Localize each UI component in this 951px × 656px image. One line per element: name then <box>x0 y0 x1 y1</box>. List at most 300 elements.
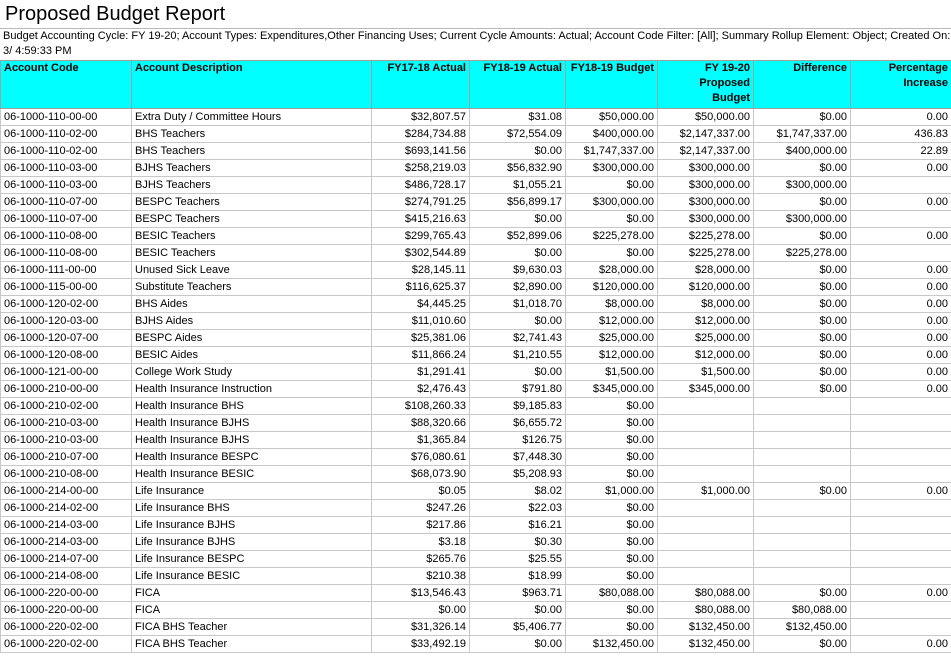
table-row[interactable] <box>1 109 951 126</box>
cell-fy18-19-actual: $9,630.03 <box>470 262 566 279</box>
cell-fy18-19-actual: $0.00 <box>470 245 566 262</box>
cell-fy19-20-proposed-budget: $132,450.00 <box>658 636 754 653</box>
cell-percentage-increase <box>851 398 951 415</box>
cell-account-code: 06-1000-210-03-00 <box>1 432 132 449</box>
cell-account-code: 06-1000-120-02-00 <box>1 296 132 313</box>
cell-fy18-19-budget: $0.00 <box>566 619 658 636</box>
cell-fy18-19-actual: $1,018.70 <box>470 296 566 313</box>
cell-fy17-18-actual: $28,145.11 <box>372 262 470 279</box>
cell-difference: $400,000.00 <box>754 143 851 160</box>
cell-account-description: BJHS Teachers <box>132 160 372 177</box>
table-row[interactable] <box>1 160 951 177</box>
table-row[interactable] <box>1 126 951 143</box>
cell-difference <box>754 534 851 551</box>
cell-account-code: 06-1000-110-08-00 <box>1 228 132 245</box>
cell-fy18-19-actual: $0.00 <box>470 636 566 653</box>
cell-account-code: 06-1000-111-00-00 <box>1 262 132 279</box>
cell-fy17-18-actual: $0.05 <box>372 483 470 500</box>
cell-fy19-20-proposed-budget <box>658 449 754 466</box>
cell-percentage-increase <box>851 177 951 194</box>
table-row[interactable] <box>1 279 951 296</box>
cell-fy18-19-actual: $22.03 <box>470 500 566 517</box>
cell-fy18-19-actual: $0.00 <box>470 143 566 160</box>
cell-account-description: Substitute Teachers <box>132 279 372 296</box>
cell-account-description: Extra Duty / Committee Hours <box>132 109 372 126</box>
cell-account-description: Health Insurance BESIC <box>132 466 372 483</box>
cell-fy18-19-actual: $2,741.43 <box>470 330 566 347</box>
cell-difference: $0.00 <box>754 109 851 126</box>
cell-fy17-18-actual: $210.38 <box>372 568 470 585</box>
cell-account-description: Life Insurance BESPC <box>132 551 372 568</box>
cell-fy19-20-proposed-budget: $300,000.00 <box>658 194 754 211</box>
table-row[interactable] <box>1 534 951 551</box>
cell-fy17-18-actual: $1,291.41 <box>372 364 470 381</box>
cell-fy19-20-proposed-budget: $12,000.00 <box>658 347 754 364</box>
cell-fy18-19-budget: $0.00 <box>566 466 658 483</box>
table-row[interactable] <box>1 449 951 466</box>
cell-fy17-18-actual: $13,546.43 <box>372 585 470 602</box>
cell-fy17-18-actual: $3.18 <box>372 534 470 551</box>
cell-fy18-19-actual: $0.00 <box>470 364 566 381</box>
cell-fy18-19-actual: $6,655.72 <box>470 415 566 432</box>
cell-fy17-18-actual: $486,728.17 <box>372 177 470 194</box>
table-row[interactable] <box>1 194 951 211</box>
cell-fy17-18-actual: $32,807.57 <box>372 109 470 126</box>
table-row[interactable] <box>1 296 951 313</box>
cell-account-description: BJHS Aides <box>132 313 372 330</box>
table-row[interactable] <box>1 313 951 330</box>
table-row[interactable] <box>1 177 951 194</box>
cell-fy17-18-actual: $4,445.25 <box>372 296 470 313</box>
cell-fy19-20-proposed-budget: $132,450.00 <box>658 619 754 636</box>
cell-account-description: BESPC Teachers <box>132 194 372 211</box>
cell-fy19-20-proposed-budget: $80,088.00 <box>658 602 754 619</box>
cell-account-code: 06-1000-214-08-00 <box>1 568 132 585</box>
table-row[interactable] <box>1 466 951 483</box>
cell-account-code: 06-1000-220-00-00 <box>1 602 132 619</box>
table-row[interactable] <box>1 143 951 160</box>
cell-percentage-increase <box>851 245 951 262</box>
table-row[interactable] <box>1 262 951 279</box>
cell-fy18-19-actual: $963.71 <box>470 585 566 602</box>
cell-fy17-18-actual: $0.00 <box>372 602 470 619</box>
cell-account-code: 06-1000-214-02-00 <box>1 500 132 517</box>
cell-percentage-increase <box>851 449 951 466</box>
cell-account-description: BHS Aides <box>132 296 372 313</box>
cell-account-description: Life Insurance <box>132 483 372 500</box>
cell-difference <box>754 466 851 483</box>
cell-fy18-19-budget: $0.00 <box>566 432 658 449</box>
report-parameters: Budget Accounting Cycle: FY 19-20; Account Types: Expenditures,Other Financing Uses; Current Cycle Amounts: Actual; Account Code Filter: [All]; Summary Rollup Element: Object; Created On: 3/ 4:59:33 PM <box>0 28 951 60</box>
cell-fy19-20-proposed-budget <box>658 398 754 415</box>
cell-fy18-19-budget: $28,000.00 <box>566 262 658 279</box>
cell-fy19-20-proposed-budget: $300,000.00 <box>658 211 754 228</box>
table-row[interactable] <box>1 602 951 619</box>
cell-fy18-19-actual: $56,899.17 <box>470 194 566 211</box>
cell-fy18-19-budget: $0.00 <box>566 177 658 194</box>
cell-fy18-19-actual: $126.75 <box>470 432 566 449</box>
cell-account-description: Life Insurance BHS <box>132 500 372 517</box>
cell-difference: $300,000.00 <box>754 177 851 194</box>
cell-account-description: Life Insurance BJHS <box>132 534 372 551</box>
cell-fy19-20-proposed-budget: $50,000.00 <box>658 109 754 126</box>
cell-account-description: FICA <box>132 585 372 602</box>
cell-fy18-19-actual: $5,208.93 <box>470 466 566 483</box>
cell-account-code: 06-1000-214-03-00 <box>1 517 132 534</box>
cell-difference: $0.00 <box>754 364 851 381</box>
cell-fy18-19-actual: $0.00 <box>470 602 566 619</box>
cell-difference: $0.00 <box>754 585 851 602</box>
cell-fy17-18-actual: $247.26 <box>372 500 470 517</box>
table-row[interactable] <box>1 500 951 517</box>
cell-fy19-20-proposed-budget: $25,000.00 <box>658 330 754 347</box>
cell-account-description: BESPC Teachers <box>132 211 372 228</box>
cell-fy18-19-actual: $0.00 <box>470 211 566 228</box>
cell-fy19-20-proposed-budget <box>658 500 754 517</box>
table-row[interactable] <box>1 211 951 228</box>
cell-account-code: 06-1000-210-03-00 <box>1 415 132 432</box>
table-row[interactable] <box>1 347 951 364</box>
header-row <box>1 61 951 109</box>
cell-account-code: 06-1000-110-00-00 <box>1 109 132 126</box>
cell-fy17-18-actual: $116,625.37 <box>372 279 470 296</box>
cell-account-description: Health Insurance Instruction <box>132 381 372 398</box>
report-title: Proposed Budget Report <box>5 3 226 25</box>
cell-fy18-19-actual: $5,406.77 <box>470 619 566 636</box>
cell-account-description: Unused Sick Leave <box>132 262 372 279</box>
cell-fy18-19-budget: $0.00 <box>566 551 658 568</box>
cell-account-description: Health Insurance BJHS <box>132 432 372 449</box>
cell-difference <box>754 551 851 568</box>
cell-account-code: 06-1000-110-02-00 <box>1 143 132 160</box>
cell-fy18-19-budget: $50,000.00 <box>566 109 658 126</box>
cell-difference: $0.00 <box>754 194 851 211</box>
cell-fy18-19-budget: $0.00 <box>566 449 658 466</box>
cell-percentage-increase: 0.00 <box>851 364 951 381</box>
cell-percentage-increase <box>851 551 951 568</box>
cell-fy18-19-budget: $0.00 <box>566 602 658 619</box>
cell-difference: $0.00 <box>754 347 851 364</box>
cell-fy17-18-actual: $31,326.14 <box>372 619 470 636</box>
cell-fy17-18-actual: $258,219.03 <box>372 160 470 177</box>
cell-fy17-18-actual: $68,073.90 <box>372 466 470 483</box>
cell-fy19-20-proposed-budget: $1,000.00 <box>658 483 754 500</box>
cell-account-code: 06-1000-210-02-00 <box>1 398 132 415</box>
cell-fy18-19-budget: $0.00 <box>566 568 658 585</box>
cell-fy19-20-proposed-budget: $225,278.00 <box>658 228 754 245</box>
cell-fy18-19-actual: $9,185.83 <box>470 398 566 415</box>
cell-percentage-increase: 0.00 <box>851 330 951 347</box>
cell-percentage-increase: 0.00 <box>851 585 951 602</box>
cell-fy19-20-proposed-budget: $2,147,337.00 <box>658 126 754 143</box>
cell-fy18-19-budget: $300,000.00 <box>566 194 658 211</box>
cell-fy18-19-budget: $12,000.00 <box>566 313 658 330</box>
cell-fy17-18-actual: $299,765.43 <box>372 228 470 245</box>
cell-fy19-20-proposed-budget: $300,000.00 <box>658 160 754 177</box>
cell-account-code: 06-1000-110-07-00 <box>1 194 132 211</box>
cell-difference: $0.00 <box>754 381 851 398</box>
cell-fy17-18-actual: $693,141.56 <box>372 143 470 160</box>
cell-percentage-increase <box>851 211 951 228</box>
table-row[interactable] <box>1 517 951 534</box>
cell-fy18-19-budget: $0.00 <box>566 245 658 262</box>
cell-difference: $80,088.00 <box>754 602 851 619</box>
cell-account-description: BHS Teachers <box>132 143 372 160</box>
cell-fy19-20-proposed-budget: $225,278.00 <box>658 245 754 262</box>
column-header-account-description[interactable]: Account Description <box>132 61 372 109</box>
cell-fy18-19-actual: $0.00 <box>470 313 566 330</box>
cell-fy19-20-proposed-budget: $120,000.00 <box>658 279 754 296</box>
cell-account-description: FICA <box>132 602 372 619</box>
cell-difference: $300,000.00 <box>754 211 851 228</box>
cell-difference: $1,747,337.00 <box>754 126 851 143</box>
cell-fy18-19-budget: $8,000.00 <box>566 296 658 313</box>
table-row[interactable] <box>1 245 951 262</box>
cell-percentage-increase: 0.00 <box>851 313 951 330</box>
cell-fy19-20-proposed-budget <box>658 517 754 534</box>
cell-fy17-18-actual: $284,734.88 <box>372 126 470 143</box>
cell-fy17-18-actual: $217.86 <box>372 517 470 534</box>
cell-percentage-increase <box>851 466 951 483</box>
cell-percentage-increase: 0.00 <box>851 381 951 398</box>
cell-difference <box>754 432 851 449</box>
cell-fy18-19-actual: $18.99 <box>470 568 566 585</box>
cell-fy19-20-proposed-budget <box>658 534 754 551</box>
cell-difference: $0.00 <box>754 313 851 330</box>
column-header-fy19-20-proposed-budget[interactable]: FY 19-20 Proposed Budget <box>658 61 754 109</box>
cell-percentage-increase: 0.00 <box>851 347 951 364</box>
cell-difference: $0.00 <box>754 228 851 245</box>
cell-fy19-20-proposed-budget <box>658 432 754 449</box>
cell-percentage-increase <box>851 534 951 551</box>
cell-difference: $0.00 <box>754 636 851 653</box>
table-row[interactable] <box>1 398 951 415</box>
cell-fy17-18-actual: $2,476.43 <box>372 381 470 398</box>
cell-account-description: Health Insurance BHS <box>132 398 372 415</box>
cell-fy18-19-actual: $0.30 <box>470 534 566 551</box>
cell-fy18-19-budget: $0.00 <box>566 398 658 415</box>
cell-fy18-19-actual: $2,890.00 <box>470 279 566 296</box>
cell-percentage-increase <box>851 568 951 585</box>
cell-fy18-19-budget: $300,000.00 <box>566 160 658 177</box>
column-header-difference[interactable]: Difference <box>754 61 851 109</box>
cell-difference <box>754 517 851 534</box>
cell-fy19-20-proposed-budget <box>658 568 754 585</box>
cell-fy18-19-actual: $72,554.09 <box>470 126 566 143</box>
cell-account-code: 06-1000-220-02-00 <box>1 619 132 636</box>
cell-fy18-19-budget: $80,088.00 <box>566 585 658 602</box>
cell-fy17-18-actual: $108,260.33 <box>372 398 470 415</box>
column-header-fy17-18-actual[interactable]: FY17-18 Actual <box>372 61 470 109</box>
cell-account-code: 06-1000-220-00-00 <box>1 585 132 602</box>
cell-percentage-increase <box>851 619 951 636</box>
cell-fy19-20-proposed-budget: $345,000.00 <box>658 381 754 398</box>
cell-difference: $225,278.00 <box>754 245 851 262</box>
cell-fy19-20-proposed-budget: $80,088.00 <box>658 585 754 602</box>
cell-difference: $0.00 <box>754 279 851 296</box>
cell-account-description: Life Insurance BESIC <box>132 568 372 585</box>
cell-account-code: 06-1000-220-02-00 <box>1 636 132 653</box>
cell-account-code: 06-1000-214-07-00 <box>1 551 132 568</box>
cell-fy19-20-proposed-budget <box>658 551 754 568</box>
cell-fy17-18-actual: $33,492.19 <box>372 636 470 653</box>
cell-percentage-increase: 22.89 <box>851 143 951 160</box>
cell-fy19-20-proposed-budget: $2,147,337.00 <box>658 143 754 160</box>
cell-percentage-increase <box>851 500 951 517</box>
cell-fy18-19-budget: $400,000.00 <box>566 126 658 143</box>
cell-difference: $0.00 <box>754 262 851 279</box>
cell-fy17-18-actual: $76,080.61 <box>372 449 470 466</box>
cell-account-description: College Work Study <box>132 364 372 381</box>
cell-account-description: BESIC Aides <box>132 347 372 364</box>
cell-percentage-increase: 0.00 <box>851 262 951 279</box>
cell-percentage-increase: 0.00 <box>851 109 951 126</box>
cell-difference <box>754 568 851 585</box>
cell-fy18-19-budget: $345,000.00 <box>566 381 658 398</box>
cell-percentage-increase <box>851 517 951 534</box>
cell-fy17-18-actual: $11,866.24 <box>372 347 470 364</box>
cell-fy18-19-budget: $1,000.00 <box>566 483 658 500</box>
table-row[interactable] <box>1 585 951 602</box>
table-row[interactable] <box>1 483 951 500</box>
cell-percentage-increase <box>851 415 951 432</box>
cell-fy18-19-actual: $1,055.21 <box>470 177 566 194</box>
cell-percentage-increase <box>851 602 951 619</box>
cell-account-code: 06-1000-115-00-00 <box>1 279 132 296</box>
cell-fy17-18-actual: $25,381.06 <box>372 330 470 347</box>
cell-account-code: 06-1000-210-07-00 <box>1 449 132 466</box>
cell-fy17-18-actual: $1,365.84 <box>372 432 470 449</box>
table-body <box>1 109 951 653</box>
cell-difference <box>754 415 851 432</box>
cell-fy18-19-actual: $791.80 <box>470 381 566 398</box>
cell-fy18-19-actual: $8.02 <box>470 483 566 500</box>
cell-fy19-20-proposed-budget: $28,000.00 <box>658 262 754 279</box>
column-header-fy18-19-budget[interactable]: FY18-19 Budget <box>566 61 658 109</box>
cell-difference: $0.00 <box>754 330 851 347</box>
cell-percentage-increase: 0.00 <box>851 160 951 177</box>
cell-account-description: Health Insurance BJHS <box>132 415 372 432</box>
cell-account-code: 06-1000-110-02-00 <box>1 126 132 143</box>
table-row[interactable] <box>1 619 951 636</box>
cell-account-description: BHS Teachers <box>132 126 372 143</box>
cell-fy19-20-proposed-budget: $1,500.00 <box>658 364 754 381</box>
cell-fy19-20-proposed-budget: $300,000.00 <box>658 177 754 194</box>
cell-fy18-19-actual: $1,210.55 <box>470 347 566 364</box>
cell-percentage-increase: 0.00 <box>851 296 951 313</box>
cell-difference: $132,450.00 <box>754 619 851 636</box>
cell-account-code: 06-1000-120-03-00 <box>1 313 132 330</box>
cell-account-description: BESIC Teachers <box>132 228 372 245</box>
cell-account-description: Health Insurance BESPC <box>132 449 372 466</box>
cell-fy19-20-proposed-budget <box>658 415 754 432</box>
cell-fy18-19-actual: $16.21 <box>470 517 566 534</box>
cell-account-code: 06-1000-210-00-00 <box>1 381 132 398</box>
cell-account-description: BESIC Teachers <box>132 245 372 262</box>
cell-account-code: 06-1000-210-08-00 <box>1 466 132 483</box>
table-row[interactable] <box>1 551 951 568</box>
cell-account-description: BESPC Aides <box>132 330 372 347</box>
cell-account-code: 06-1000-121-00-00 <box>1 364 132 381</box>
cell-difference: $0.00 <box>754 296 851 313</box>
cell-fy18-19-actual: $25.55 <box>470 551 566 568</box>
cell-account-code: 06-1000-214-00-00 <box>1 483 132 500</box>
cell-fy18-19-budget: $0.00 <box>566 534 658 551</box>
cell-account-description: BJHS Teachers <box>132 177 372 194</box>
cell-fy19-20-proposed-budget <box>658 466 754 483</box>
table-row[interactable] <box>1 636 951 653</box>
cell-percentage-increase <box>851 432 951 449</box>
table-row[interactable] <box>1 568 951 585</box>
cell-account-code: 06-1000-110-07-00 <box>1 211 132 228</box>
cell-percentage-increase: 436.83 <box>851 126 951 143</box>
cell-fy18-19-actual: $31.08 <box>470 109 566 126</box>
cell-fy17-18-actual: $265.76 <box>372 551 470 568</box>
cell-fy18-19-budget: $0.00 <box>566 211 658 228</box>
cell-percentage-increase: 0.00 <box>851 194 951 211</box>
cell-account-code: 06-1000-120-07-00 <box>1 330 132 347</box>
cell-fy18-19-budget: $120,000.00 <box>566 279 658 296</box>
cell-fy18-19-actual: $52,899.06 <box>470 228 566 245</box>
cell-fy18-19-budget: $225,278.00 <box>566 228 658 245</box>
cell-fy18-19-budget: $12,000.00 <box>566 347 658 364</box>
cell-percentage-increase: 0.00 <box>851 483 951 500</box>
table-row[interactable] <box>1 381 951 398</box>
cell-account-description: FICA BHS Teacher <box>132 619 372 636</box>
cell-fy18-19-actual: $7,448.30 <box>470 449 566 466</box>
cell-percentage-increase: 0.00 <box>851 636 951 653</box>
cell-account-description: Life Insurance BJHS <box>132 517 372 534</box>
cell-fy19-20-proposed-budget: $8,000.00 <box>658 296 754 313</box>
cell-fy18-19-budget: $0.00 <box>566 500 658 517</box>
cell-fy18-19-budget: $1,747,337.00 <box>566 143 658 160</box>
table-row[interactable] <box>1 432 951 449</box>
table-row[interactable] <box>1 330 951 347</box>
cell-fy18-19-budget: $0.00 <box>566 517 658 534</box>
cell-fy18-19-actual: $56,832.90 <box>470 160 566 177</box>
cell-account-code: 06-1000-110-03-00 <box>1 177 132 194</box>
column-header-account-code[interactable]: Account Code <box>1 61 132 109</box>
cell-fy17-18-actual: $11,010.60 <box>372 313 470 330</box>
cell-percentage-increase: 0.00 <box>851 228 951 245</box>
table-row[interactable] <box>1 364 951 381</box>
column-header-percentage-increase[interactable]: Percentage Increase <box>851 61 951 109</box>
cell-fy17-18-actual: $274,791.25 <box>372 194 470 211</box>
cell-account-code: 06-1000-214-03-00 <box>1 534 132 551</box>
budget-table <box>0 60 951 653</box>
cell-fy19-20-proposed-budget: $12,000.00 <box>658 313 754 330</box>
cell-fy17-18-actual: $88,320.66 <box>372 415 470 432</box>
cell-difference <box>754 449 851 466</box>
cell-fy17-18-actual: $302,544.89 <box>372 245 470 262</box>
cell-fy18-19-budget: $0.00 <box>566 415 658 432</box>
table-row[interactable] <box>1 228 951 245</box>
cell-difference <box>754 398 851 415</box>
cell-fy18-19-budget: $25,000.00 <box>566 330 658 347</box>
cell-account-code: 06-1000-110-08-00 <box>1 245 132 262</box>
cell-account-code: 06-1000-120-08-00 <box>1 347 132 364</box>
cell-fy17-18-actual: $415,216.63 <box>372 211 470 228</box>
cell-account-description: FICA BHS Teacher <box>132 636 372 653</box>
cell-fy18-19-budget: $1,500.00 <box>566 364 658 381</box>
cell-account-code: 06-1000-110-03-00 <box>1 160 132 177</box>
column-header-fy18-19-actual[interactable]: FY18-19 Actual <box>470 61 566 109</box>
table-row[interactable] <box>1 415 951 432</box>
cell-difference: $0.00 <box>754 160 851 177</box>
cell-difference: $0.00 <box>754 483 851 500</box>
cell-percentage-increase: 0.00 <box>851 279 951 296</box>
cell-fy18-19-budget: $132,450.00 <box>566 636 658 653</box>
